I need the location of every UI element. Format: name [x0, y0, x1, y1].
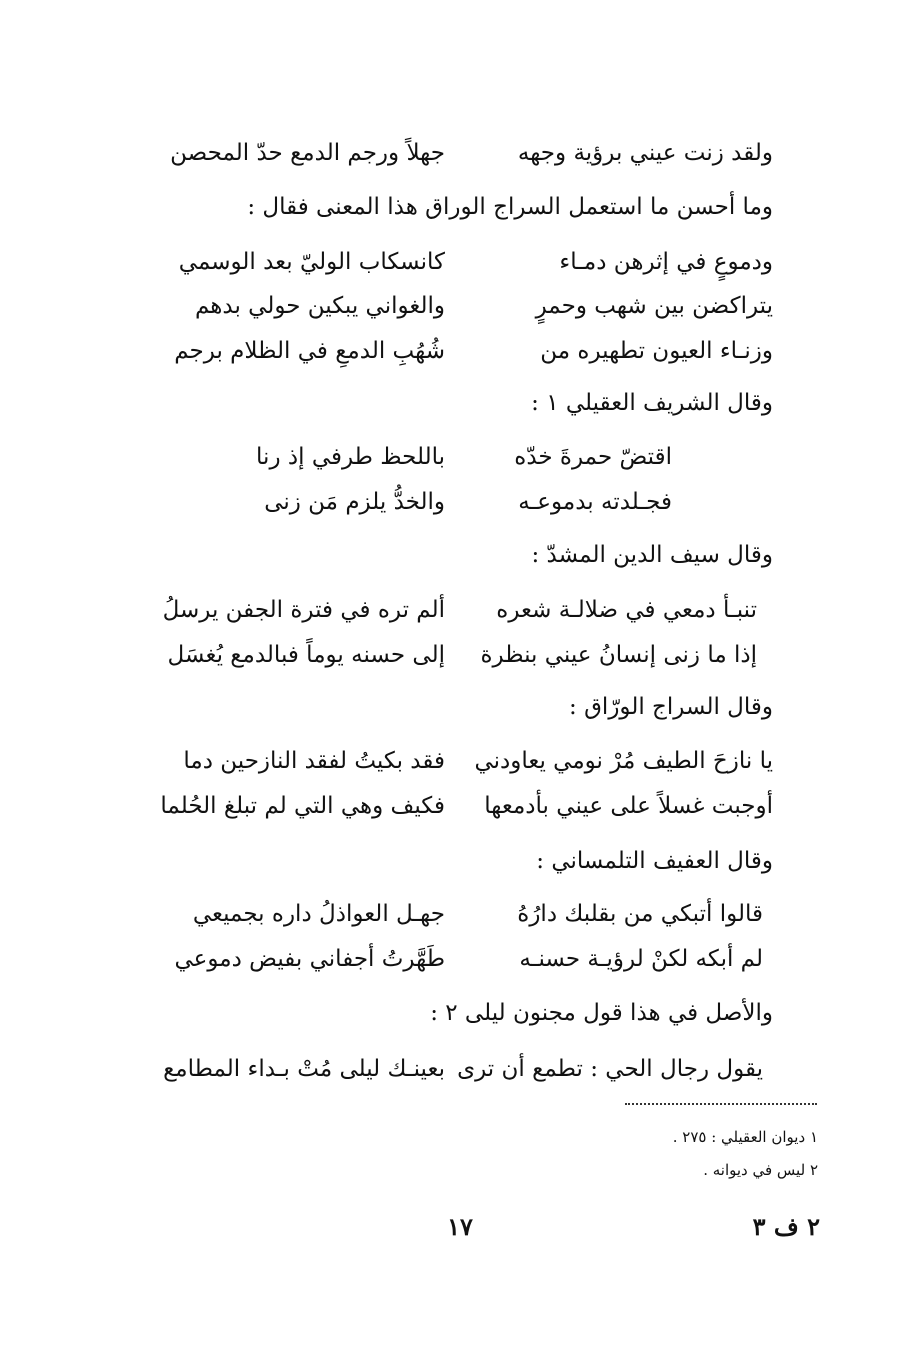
prose-line-17: والأصل في هذا قول مجنون ليلى ٢ : [430, 1000, 773, 1026]
verse-18-first-hemistich: يقول رجال الحي : تطمع أن ترى [457, 1056, 763, 1082]
verse-2-first-hemistich: ودموعٍ في إثرهن دمـاء [559, 249, 773, 275]
verse-12-second-hemistich: فقد بكيتُ لفقد النازحين دما [183, 748, 445, 774]
verse-16-first-hemistich: لم أبكه لكنْ لرؤيـة حسنـه [519, 946, 763, 972]
prose-line-8: وقال سيف الدين المشدّ : [531, 542, 773, 568]
prose-line-1: وما أحسن ما استعمل السراج الوراق هذا المعنى فقال : [247, 194, 773, 220]
verse-9-second-hemistich: ألم تره في فترة الجفن يرسلُ [162, 597, 445, 623]
footnote-1: ١ ديوان العقيلي : ٢٧٥ . [672, 1128, 818, 1146]
verse-6-first-hemistich: اقتضّ حمرةَ خدّه [514, 444, 672, 470]
printer-signature: ٢ ف ٣ [752, 1212, 820, 1241]
verse-2-second-hemistich: كانسكاب الوليّ بعد الوسمي [178, 249, 445, 275]
verse-7-first-hemistich: فجـلدته بدموعـه [518, 489, 672, 515]
verse-3-second-hemistich: والغواني يبكين حولي بدهم [194, 293, 445, 319]
verse-18-second-hemistich: بعينـك ليلى مُتْ بـداء المطامع [163, 1056, 445, 1082]
verse-13-first-hemistich: أوجبت غسلاً على عيني بأدمعها [484, 793, 773, 819]
prose-line-14: وقال العفيف التلمساني : [536, 848, 773, 874]
verse-0-first-hemistich: ولقد زنت عيني برؤية وجهه [517, 140, 773, 166]
verse-15-second-hemistich: جهـل العواذلُ داره بجميعي [192, 901, 445, 927]
verse-12-first-hemistich: يا نازحَ الطيف مُرْ نومي يعاودني [474, 748, 773, 774]
prose-line-11: وقال السراج الورّاق : [569, 694, 773, 720]
verse-15-first-hemistich: قالوا أتبكي من بقلبك دارُهُ [517, 901, 763, 927]
verse-10-second-hemistich: إلى حسنه يوماً فبالدمع يُغسَل [167, 642, 445, 668]
verse-0-second-hemistich: جهلاً ورجم الدمع حدّ المحصن [170, 140, 445, 166]
verse-6-second-hemistich: باللحظ طرفي إذ رنا [256, 444, 445, 470]
verse-10-first-hemistich: إذا ما زنى إنسانُ عيني بنظرة [480, 642, 757, 668]
verse-4-first-hemistich: وزنـاء العيون تطهيره من [540, 338, 773, 364]
verse-4-second-hemistich: شُهُبِ الدمعِ في الظلام برجم [174, 338, 445, 364]
verse-7-second-hemistich: والخدُّ يلزم مَن زنى [264, 489, 445, 515]
prose-line-5: وقال الشريف العقيلي ١ : [531, 390, 773, 416]
verse-3-first-hemistich: يتراكضن بين شهب وحمرٍ [535, 293, 773, 319]
footnote-2: ٢ ليس في ديوانه . [703, 1161, 818, 1179]
page-number: ١٧ [447, 1212, 473, 1241]
verse-9-first-hemistich: تنبـأ دمعي في ضلالـة شعره [496, 597, 757, 623]
footnote-separator [625, 1103, 817, 1105]
verse-13-second-hemistich: فكيف وهي التي لم تبلغ الحُلما [160, 793, 445, 819]
verse-16-second-hemistich: طَهَّرتُ أجفاني بفيض دموعي [174, 946, 445, 972]
